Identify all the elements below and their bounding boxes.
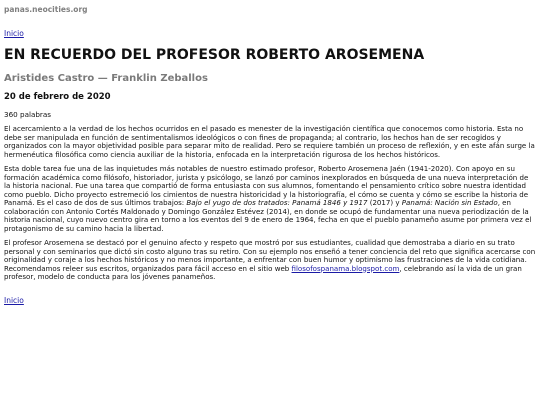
paragraph-2-text-b: (2017) y [367, 198, 402, 207]
home-link-top[interactable]: Inicio [4, 29, 24, 38]
paragraph-1: El acercamiento a la verdad de los hechos ocurridos en el pasado es menester de la investigación científica que conocemos como historia. Esta no debe ser manipulada en función de sentimentalismos ideológicos o con fines de propaganda; al contrario, los hechos han de ser recogidos y organizados con la mayor objetividad posible para separar mito de realidad. Pero se requiere también un proceso de reflexión, y en este afán surge la hermenéutica filosófica como ciencia auxiliar de la historia, enfocada en la interpretación rigurosa de los hechos históricos. [4, 124, 535, 159]
paragraph-3-text-a: El profesor Arosemena se destacó por el genuino afecto y respeto que mostró por sus estudiantes, cualidad que demostraba a diario en su trato personal y con seminarios que dictó sin costo alguno tras su retiro. Con su ejemplo nos enseñó a tener conciencia del reto que significa acercarse con originalidad y coraje a los hechos históricos y no menos importante, a enfrentar con buen humor y optimismo las frustraciones de la vida cotidiana. Recomendamos releer sus escritos, organizados para fácil acceso en el sitio web [4, 238, 536, 273]
site-domain: panas.neocities.org [4, 5, 88, 14]
paragraph-2-text-a: Esta doble tarea fue una de las inquietudes más notables de nuestro estimado profesor, Roberto Arosemena Jaén (1941-2020). Con apoyo en su formación académica como filósofo, historiador, jurista y psicólogo, se lanzó por caminos inexplorados en búsqueda de una nueva interpretación de la historia nacional. Fue una tarea que compartió de forma entusiasta con sus alumnos, fomentando el pensamiento crítico sobre nuestra identidad como pueblo. Dicho proyecto estremeció los cimientos de nuestra historicidad y la historiografía, el cómo se cuenta y cómo se escribe la historia de Panamá. Es el caso de dos de sus últimos trabajos: [4, 164, 529, 207]
word-count: 360 palabras [4, 110, 52, 119]
article-title: EN RECUERDO DEL PROFESOR ROBERTO AROSEMENA [4, 47, 425, 63]
article-authors: Aristides Castro — Franklin Zeballos [4, 73, 208, 84]
book-title-2: Panamá: Nación sin Estado [401, 198, 498, 207]
article-date: 20 de febrero de 2020 [4, 92, 111, 102]
paragraph-2-text-c: , en colaboración con Antonio Cortés Maldonado y Domingo González Estévez (2014), en donde se ocupó de fundamentar una nueva periodización de la historia nacional, cuyo nuevo centro gira en torno a los eventos del 9 de enero de 1964, fecha en que el pueblo panameño asume por primera vez el protagonismo de su camino hacia la libertad. [4, 198, 532, 233]
home-link-bottom[interactable]: Inicio [4, 295, 24, 305]
paragraph-3 [4, 239, 536, 282]
blog-link[interactable]: filosofospanama.blogspot.com [291, 263, 400, 273]
paragraph-2 [4, 165, 536, 233]
book-title-1: Bajo el yugo de dos tratados: Panamá 1846 y 1917 [186, 198, 368, 207]
paragraph-3-text-b: , celebrando así la vida de un gran profesor, modelo de conducta para los jóvenes panameños. [4, 263, 522, 281]
